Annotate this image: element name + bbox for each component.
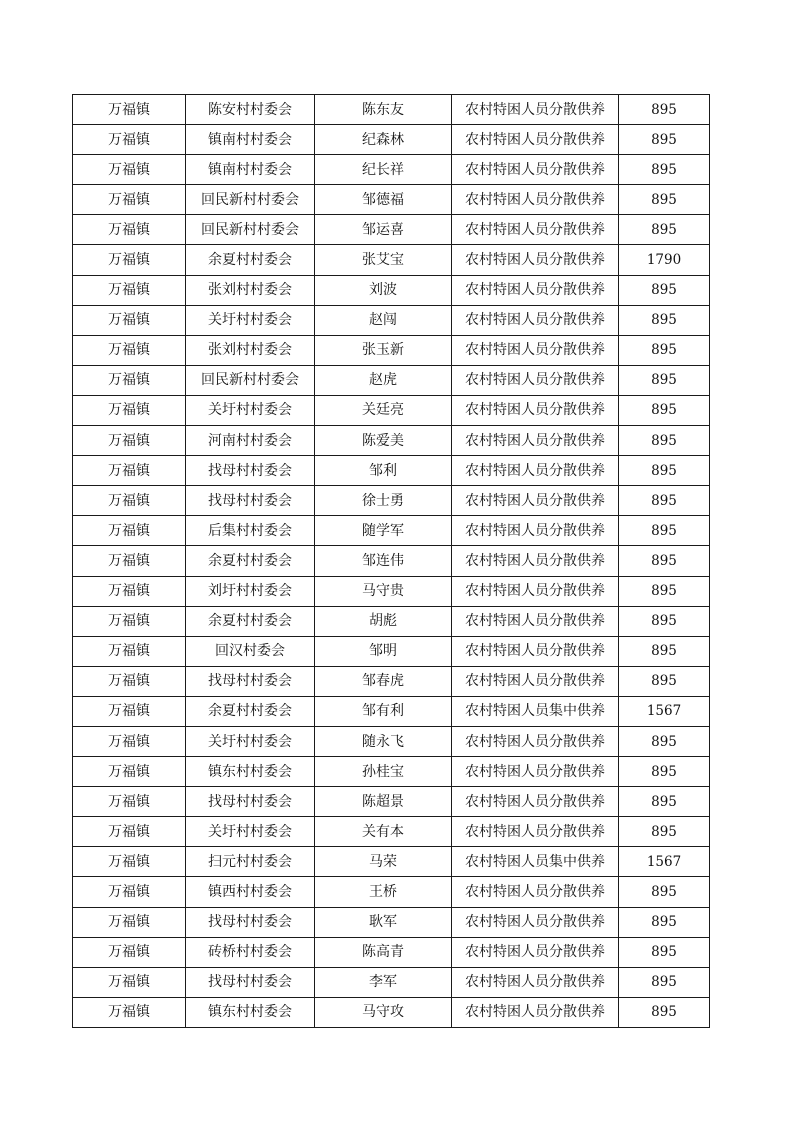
town-cell: 万福镇 [73,757,186,787]
village-cell: 镇西村村委会 [186,877,315,907]
assistance-type-cell: 农村特困人员分散供养 [452,787,619,817]
table-row [73,606,710,636]
assistance-type-cell: 农村特困人员分散供养 [452,666,619,696]
name-cell: 纪长祥 [315,155,452,185]
name-cell: 徐士勇 [315,486,452,516]
town-cell: 万福镇 [73,395,186,425]
town-cell: 万福镇 [73,365,186,395]
table-row [73,636,710,666]
amount-cell: 895 [619,215,710,245]
table-row [73,486,710,516]
name-cell: 邹德福 [315,185,452,215]
amount-cell: 895 [619,275,710,305]
assistance-roster-table [72,94,710,1028]
village-cell: 镇东村村委会 [186,757,315,787]
name-cell: 王桥 [315,877,452,907]
village-cell: 余夏村村委会 [186,546,315,576]
table-row [73,787,710,817]
name-cell: 孙桂宝 [315,757,452,787]
table-row [73,215,710,245]
town-cell: 万福镇 [73,576,186,606]
village-cell: 余夏村村委会 [186,606,315,636]
name-cell: 关廷亮 [315,395,452,425]
town-cell: 万福镇 [73,245,186,275]
table-row [73,125,710,155]
amount-cell: 895 [619,125,710,155]
table-row [73,155,710,185]
table-row [73,275,710,305]
name-cell: 马守攻 [315,997,452,1027]
table-row [73,365,710,395]
name-cell: 随永飞 [315,726,452,756]
village-cell: 余夏村村委会 [186,696,315,726]
name-cell: 李军 [315,967,452,997]
assistance-type-cell: 农村特困人员分散供养 [452,275,619,305]
amount-cell: 895 [619,967,710,997]
name-cell: 陈超景 [315,787,452,817]
town-cell: 万福镇 [73,546,186,576]
town-cell: 万福镇 [73,606,186,636]
name-cell: 邹春虎 [315,666,452,696]
town-cell: 万福镇 [73,847,186,877]
assistance-type-cell: 农村特困人员分散供养 [452,907,619,937]
town-cell: 万福镇 [73,907,186,937]
town-cell: 万福镇 [73,726,186,756]
name-cell: 马守贵 [315,576,452,606]
village-cell: 陈安村村委会 [186,95,315,125]
name-cell: 关有本 [315,817,452,847]
town-cell: 万福镇 [73,937,186,967]
town-cell: 万福镇 [73,215,186,245]
town-cell: 万福镇 [73,817,186,847]
village-cell: 镇东村村委会 [186,997,315,1027]
amount-cell: 895 [619,395,710,425]
table-row [73,95,710,125]
table-row [73,907,710,937]
town-cell: 万福镇 [73,155,186,185]
amount-cell: 895 [619,185,710,215]
assistance-type-cell: 农村特困人员分散供养 [452,245,619,275]
assistance-type-cell: 农村特困人员分散供养 [452,997,619,1027]
table-row [73,516,710,546]
amount-cell: 895 [619,426,710,456]
name-cell: 邹有利 [315,696,452,726]
table-row [73,335,710,365]
amount-cell: 895 [619,95,710,125]
village-cell: 后集村村委会 [186,516,315,546]
village-cell: 镇南村村委会 [186,125,315,155]
amount-cell: 895 [619,155,710,185]
town-cell: 万福镇 [73,666,186,696]
assistance-type-cell: 农村特困人员分散供养 [452,215,619,245]
amount-cell: 895 [619,576,710,606]
assistance-type-cell: 农村特困人员分散供养 [452,967,619,997]
town-cell: 万福镇 [73,967,186,997]
amount-cell: 895 [619,606,710,636]
village-cell: 找母村村委会 [186,456,315,486]
amount-cell: 1567 [619,696,710,726]
village-cell: 关圩村村委会 [186,726,315,756]
amount-cell: 895 [619,546,710,576]
assistance-type-cell: 农村特困人员分散供养 [452,426,619,456]
village-cell: 找母村村委会 [186,787,315,817]
amount-cell: 895 [619,456,710,486]
assistance-type-cell: 农村特困人员分散供养 [452,636,619,666]
roster-body [73,95,710,1028]
amount-cell: 895 [619,335,710,365]
town-cell: 万福镇 [73,335,186,365]
table-row [73,185,710,215]
amount-cell: 895 [619,516,710,546]
assistance-type-cell: 农村特困人员分散供养 [452,185,619,215]
assistance-type-cell: 农村特困人员分散供养 [452,456,619,486]
table-row [73,395,710,425]
town-cell: 万福镇 [73,456,186,486]
town-cell: 万福镇 [73,486,186,516]
table-row [73,997,710,1027]
assistance-type-cell: 农村特困人员分散供养 [452,817,619,847]
village-cell: 张刘村村委会 [186,275,315,305]
table-row [73,426,710,456]
village-cell: 关圩村村委会 [186,395,315,425]
village-cell: 砖桥村村委会 [186,937,315,967]
name-cell: 陈爱美 [315,426,452,456]
amount-cell: 895 [619,907,710,937]
name-cell: 邹连伟 [315,546,452,576]
town-cell: 万福镇 [73,426,186,456]
assistance-type-cell: 农村特困人员分散供养 [452,877,619,907]
village-cell: 回民新村村委会 [186,215,315,245]
name-cell: 赵虎 [315,365,452,395]
table-row [73,245,710,275]
table-row [73,877,710,907]
amount-cell: 895 [619,757,710,787]
town-cell: 万福镇 [73,516,186,546]
name-cell: 马荣 [315,847,452,877]
name-cell: 邹运喜 [315,215,452,245]
name-cell: 刘波 [315,275,452,305]
town-cell: 万福镇 [73,185,186,215]
assistance-type-cell: 农村特困人员分散供养 [452,395,619,425]
assistance-type-cell: 农村特困人员分散供养 [452,125,619,155]
name-cell: 陈东友 [315,95,452,125]
assistance-type-cell: 农村特困人员分散供养 [452,606,619,636]
village-cell: 关圩村村委会 [186,305,315,335]
table-row [73,937,710,967]
amount-cell: 895 [619,726,710,756]
amount-cell: 895 [619,937,710,967]
town-cell: 万福镇 [73,696,186,726]
assistance-type-cell: 农村特困人员分散供养 [452,937,619,967]
assistance-type-cell: 农村特困人员分散供养 [452,757,619,787]
village-cell: 镇南村村委会 [186,155,315,185]
town-cell: 万福镇 [73,95,186,125]
table-row [73,666,710,696]
assistance-type-cell: 农村特困人员分散供养 [452,486,619,516]
town-cell: 万福镇 [73,877,186,907]
name-cell: 张玉新 [315,335,452,365]
town-cell: 万福镇 [73,275,186,305]
assistance-type-cell: 农村特困人员分散供养 [452,516,619,546]
village-cell: 找母村村委会 [186,486,315,516]
assistance-type-cell: 农村特困人员分散供养 [452,726,619,756]
name-cell: 耿军 [315,907,452,937]
table-row [73,817,710,847]
village-cell: 找母村村委会 [186,967,315,997]
town-cell: 万福镇 [73,305,186,335]
village-cell: 余夏村村委会 [186,245,315,275]
amount-cell: 895 [619,305,710,335]
name-cell: 纪森林 [315,125,452,155]
amount-cell: 895 [619,817,710,847]
amount-cell: 895 [619,877,710,907]
village-cell: 找母村村委会 [186,907,315,937]
village-cell: 回民新村村委会 [186,365,315,395]
town-cell: 万福镇 [73,787,186,817]
name-cell: 胡彪 [315,606,452,636]
village-cell: 关圩村村委会 [186,817,315,847]
table-row [73,305,710,335]
assistance-type-cell: 农村特困人员分散供养 [452,365,619,395]
village-cell: 扫元村村委会 [186,847,315,877]
assistance-type-cell: 农村特困人员分散供养 [452,305,619,335]
table-row [73,456,710,486]
village-cell: 回汉村委会 [186,636,315,666]
name-cell: 随学军 [315,516,452,546]
amount-cell: 895 [619,787,710,817]
table-row [73,546,710,576]
table-row [73,757,710,787]
assistance-type-cell: 农村特困人员分散供养 [452,95,619,125]
town-cell: 万福镇 [73,636,186,666]
amount-cell: 895 [619,486,710,516]
assistance-type-cell: 农村特困人员分散供养 [452,335,619,365]
table-row [73,847,710,877]
assistance-type-cell: 农村特困人员集中供养 [452,847,619,877]
assistance-type-cell: 农村特困人员分散供养 [452,546,619,576]
name-cell: 邹利 [315,456,452,486]
table-row [73,576,710,606]
assistance-type-cell: 农村特困人员集中供养 [452,696,619,726]
amount-cell: 895 [619,997,710,1027]
amount-cell: 895 [619,666,710,696]
assistance-type-cell: 农村特困人员分散供养 [452,576,619,606]
town-cell: 万福镇 [73,125,186,155]
town-cell: 万福镇 [73,997,186,1027]
name-cell: 邹明 [315,636,452,666]
village-cell: 回民新村村委会 [186,185,315,215]
village-cell: 找母村村委会 [186,666,315,696]
amount-cell: 895 [619,365,710,395]
village-cell: 河南村村委会 [186,426,315,456]
amount-cell: 895 [619,636,710,666]
name-cell: 张艾宝 [315,245,452,275]
name-cell: 陈高青 [315,937,452,967]
amount-cell: 1567 [619,847,710,877]
table-row [73,726,710,756]
village-cell: 张刘村村委会 [186,335,315,365]
table-row [73,967,710,997]
table-row [73,696,710,726]
assistance-type-cell: 农村特困人员分散供养 [452,155,619,185]
amount-cell: 1790 [619,245,710,275]
village-cell: 刘圩村村委会 [186,576,315,606]
name-cell: 赵闯 [315,305,452,335]
